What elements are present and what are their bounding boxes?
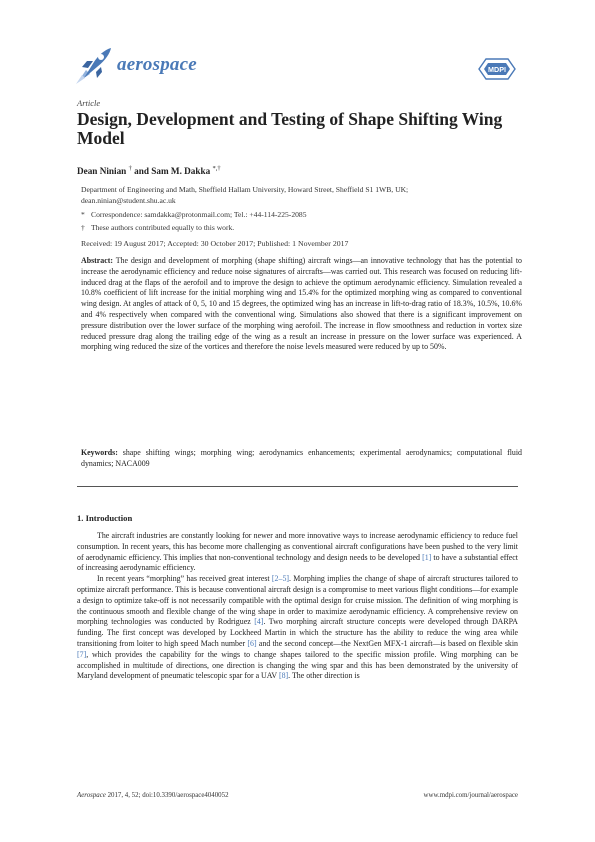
abstract-text: The design and development of morphing (shape shifting) aircraft wings—an innovative technology that has the potential to increase the aerodynamic efficiency and reduce noise signatures of aircrafts—was carried out. This research was focused on reducing lift-induced drag at the flaps of the aerofoil and to improve the design to achieve the optimum aerodynamic efficiency. Simulation revealed a 10.8% coefficient of lift increase for the initial morphing wing and 15.4% for the optimized morphing wing as compared to conventional wing design. At angles of attack of 0, 5, 10 and 15 degrees, the optimized wing has an increase in lift-to-drag ratio of 18.3%, 10.5%, 10.6% and 4% respectively when compared with the conventional wing. Simulations also showed that there is a significant improvement on pressure distribution over the lower surface of the morphing wing aerofoil. The increase in flow smoothness and reduction in vortex size reduced pressure drag along the trailing edge of the wing as a result an increase in pressure on the lower surface was experienced. A morphing wing reduced the size of the vortices and therefore the noise levels measured were reduced by up to 50%.	[81, 256, 522, 352]
paragraph	[77, 574, 518, 682]
correspondence-text[interactable]: Correspondence: samdakka@protonmail.com; Tel.: +44-114-225-2085	[91, 210, 307, 219]
footer-citation-text: 2017, 4, 52; doi:10.3390/aerospace4040052	[107, 792, 229, 799]
author-email[interactable]: dean.ninian@student.shu.ac.uk	[81, 196, 176, 205]
abstract	[81, 256, 522, 353]
paragraph-text: In recent years “morphing” has received great interest	[97, 574, 272, 584]
citation-link[interactable]: [2–5]	[271, 574, 290, 584]
section-heading: 1. Introduction	[77, 513, 133, 523]
abstract-label: Abstract:	[81, 256, 113, 265]
citation-link[interactable]: [4]	[254, 617, 264, 627]
author-name: Dean Ninian	[77, 166, 127, 177]
footer-citation	[77, 792, 229, 799]
publisher-logo-text: MDPI	[488, 65, 506, 74]
keywords-label: Keywords:	[81, 448, 118, 457]
citation-link[interactable]: [6]	[247, 638, 257, 648]
paragraph-text: . Two morphing aircraft structure concepts were developed through DARPA funding. The first concept was developed by Lockheed Martin in which the structure has the ability to reduce the wing area while transitioning from loiter to high speed Mach number	[77, 617, 518, 648]
keywords	[81, 448, 522, 470]
author-joiner: and	[134, 166, 149, 177]
introduction-body	[77, 531, 518, 682]
author-list	[77, 165, 221, 176]
paragraph-text: The aircraft industries are constantly looking for newer and more innovative ways to increase aerodynamic efficiency to reduce fuel consumption. In recent years, this has become more challenging as conventional aircraft configurations have been pushed to the very limit of aerodynamic efficiency. This implies that non-conventional technology and design needs to be developed	[77, 531, 518, 562]
citation-link[interactable]: [1]	[422, 552, 432, 562]
publisher-logo	[478, 57, 516, 81]
paragraph	[77, 531, 518, 574]
paragraph-text: . Morphing implies the change of shape of aircraft structures tailored to optimize aircraft performance. This is because conventional aircraft design is a compromise to meet various flight conditions—for example a design to optimize take-off is not necessarily compatible with the optimal design for cruise mission. The definition of wing morphing is the continuous smooth and flexible change of the wing shape in order to maximize aerodynamic efficiency. A comprehensive review on morphing technologies was conducted by Rodriguez	[77, 574, 519, 627]
paragraph-text: . The other direction is	[288, 671, 360, 681]
publication-dates: Received: 19 August 2017; Accepted: 30 October 2017; Published: 1 November 2017	[81, 239, 349, 248]
affiliation: Department of Engineering and Math, Sheffield Hallam University, Howard Street, Sheffield S1 1WB, UK;	[81, 185, 409, 194]
equal-contribution-mark: †	[81, 223, 85, 232]
correspondence	[81, 210, 531, 220]
author-mark: †	[128, 165, 132, 172]
page-title: Design, Development and Testing of Shape Shifting Wing Model	[77, 109, 503, 148]
author-mark: *,†	[212, 165, 221, 172]
journal-name: aerospace	[117, 54, 197, 75]
citation-link[interactable]: [8]	[278, 671, 289, 681]
paragraph-text: and the second concept—the NextGen MFX-1 aircraft—is based on flexible skin	[256, 638, 518, 648]
paragraph-text: to have a substantial effect of increasing aerodynamic efficiency.	[77, 552, 519, 573]
equal-contribution-text: These authors contributed equally to this work.	[91, 223, 235, 232]
section-divider	[77, 486, 518, 487]
citation-link[interactable]: [7]	[77, 649, 87, 659]
article-type: Article	[77, 98, 101, 108]
paragraph-text: , which provides the capability for the wings to change shapes tailored to the specific mission profile. Wing morphing can be accomplished in multitude of directions, one direction is changing the wing spar and this has been demonstrated by the university of Maryland development of pneumatic telescopic spar for a UAV	[77, 649, 518, 681]
correspondence-mark: *	[81, 210, 85, 219]
footer-journal: Aerospace	[77, 792, 106, 799]
equal-contribution-note	[81, 223, 531, 233]
rocket-icon	[74, 44, 114, 86]
footer-url[interactable]: www.mdpi.com/journal/aerospace	[423, 792, 518, 799]
keywords-text: shape shifting wings; morphing wing; aerodynamics enhancements; experimental aerodynamics; computational fluid dynamics; NACA009	[81, 448, 522, 468]
author-name: Sam M. Dakka	[151, 166, 211, 177]
